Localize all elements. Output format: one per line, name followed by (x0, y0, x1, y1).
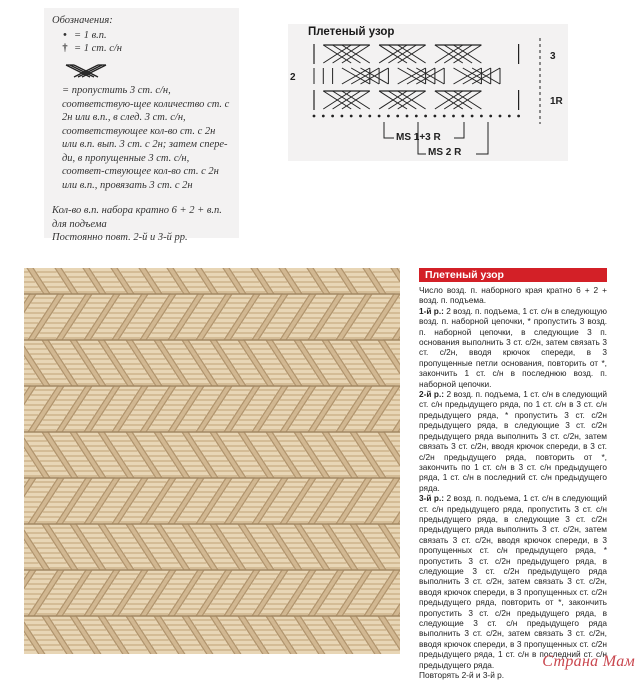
row-label-2: 2 (290, 72, 296, 83)
legend-chain-text: = 1 в.п. (74, 30, 107, 42)
row2-paragraph (419, 389, 607, 493)
watermark-logo: Страна Мам (542, 653, 635, 670)
stitch-diagram (288, 24, 568, 161)
row-label-3: 3 (550, 51, 556, 62)
row1-paragraph (419, 306, 607, 389)
legend-chain-note: Кол-во в.п. набора кратно 6 + 2 + в.п. для подъема (52, 205, 222, 230)
row1-label: 1-й р.: (419, 305, 444, 316)
row3-paragraph (419, 493, 607, 670)
braid-texture-icon (24, 268, 400, 654)
legend-dc-text: = 1 ст. с/н (74, 43, 122, 55)
legend-cross-text: = пропустить 3 ст. с/н, соответствую-щее количество ст. с 2н или в.п., в след. 3 ст. с/н, соответствующее кол-во ст. с 2н или в.п. вып. 3 ст. с 2н; затем спере-ди, в пропущенные 3 ст. с/н, соответ-ствующее кол-во ст. с 2н или в.п., провязать 3 ст. с 2н (62, 85, 230, 191)
crossed-stitch-icon (64, 64, 231, 83)
legend-chain-row (58, 30, 231, 43)
row3-text: 2 возд. п. подъема, 1 ст. с/н в следующий ст. с/н предыдущего ряда, пропустить 3 ст. с/н предыдущего ряда, в следующие 3 ст. с/2н предыдущего ряда выполнить 3 ст. с/2н, затем связать 3 ст. с/2н, вводя крючок спереди, в 3 пропущенных ст. с/н предыдущего ряда, * пропустить 3 ст. с/2н предыдущего ряда, в следующие 3 ст. с/2н предыдущего ряда выполнить 3 ст. с/2н, затем связать 3 ст. с/2н, вводя крючок спереди, в 3 пропущенных ст. с/2н предыдущего ряда, повторить от *, закончить пропустить 3 ст. с/2н предыдущего ряда, в следующие 3 ст. с/н предыдущего ряда выполнить 3 ст. с/2н, затем связать 3 ст. с/2н, вводя крючок спереди, в 3 пропущенных ст. с/2н предыдущего ряда, 1 ст. с/н в последний ст. с/н предыдущего ряда. (419, 493, 608, 670)
repeat-text: Повторять 2-й и 3-й р. (419, 670, 505, 680)
row1-text: 2 возд. п. подъема, 1 ст. с/н в следующую возд. п. наборной цепочки, * пропустить 3 возд. п. наборной цепочки, в следующие 3 п. основания выполнить 3 ст. с/2н, затем связать 3 ст. с/2н, вводя крючок спереди, в 3 пропущенные петли основания, повторить от *, закончить 1 ст. с/н в последнюю возд. п. наборной цепочки. (419, 305, 608, 389)
row-label-1: 1R (550, 96, 563, 107)
ms2-label: MS 2 R (428, 147, 462, 158)
row2-label: 2-й р.: (419, 389, 445, 400)
double-crochet-icon: † (62, 43, 68, 55)
row3-label: 3-й р.: (419, 493, 445, 504)
legend-header: Обозначения: (52, 15, 113, 26)
legend-repeat-note: Постоянно повт. 2-й и 3-й рр. (52, 232, 188, 243)
description-title: Плетеный узор (419, 268, 607, 282)
row2-text: 2 возд. п. подъема, 1 ст. с/н в следующий ст. с/н предыдущего ряда, по 1 ст. с/н в 3 ст. с/н предыдущего ряда, * пропустить 3 ст. с/2н предыдущего ряда, в следующие 3 ст. с/2н предыдущего ряда выполнить 3 ст. с/2н, затем связать 3 ст. с/2н, вводя крючок спереди, в 3 ст. с/2н предыдущего ряда, повторить от *, закончить по 1 ст. с/н в 3 ст. с/н предыдущего ряда, 1 ст. с/н в последний ст. с/н предыдущего ряда. (419, 389, 608, 493)
chain-stitch-icon: • (63, 30, 67, 42)
legend-dc-row (58, 43, 231, 56)
intro-text: Число возд. п. наборного края кратно 6 + 2 + возд. п. подъема. (419, 285, 607, 306)
braided-knit-photo (24, 268, 400, 654)
ms1-label: MS 1+3 R (396, 132, 441, 143)
legend-panel (44, 8, 239, 243)
diagram-chart-icon (288, 24, 568, 161)
diagram-title: Плетеный узор (308, 26, 395, 38)
